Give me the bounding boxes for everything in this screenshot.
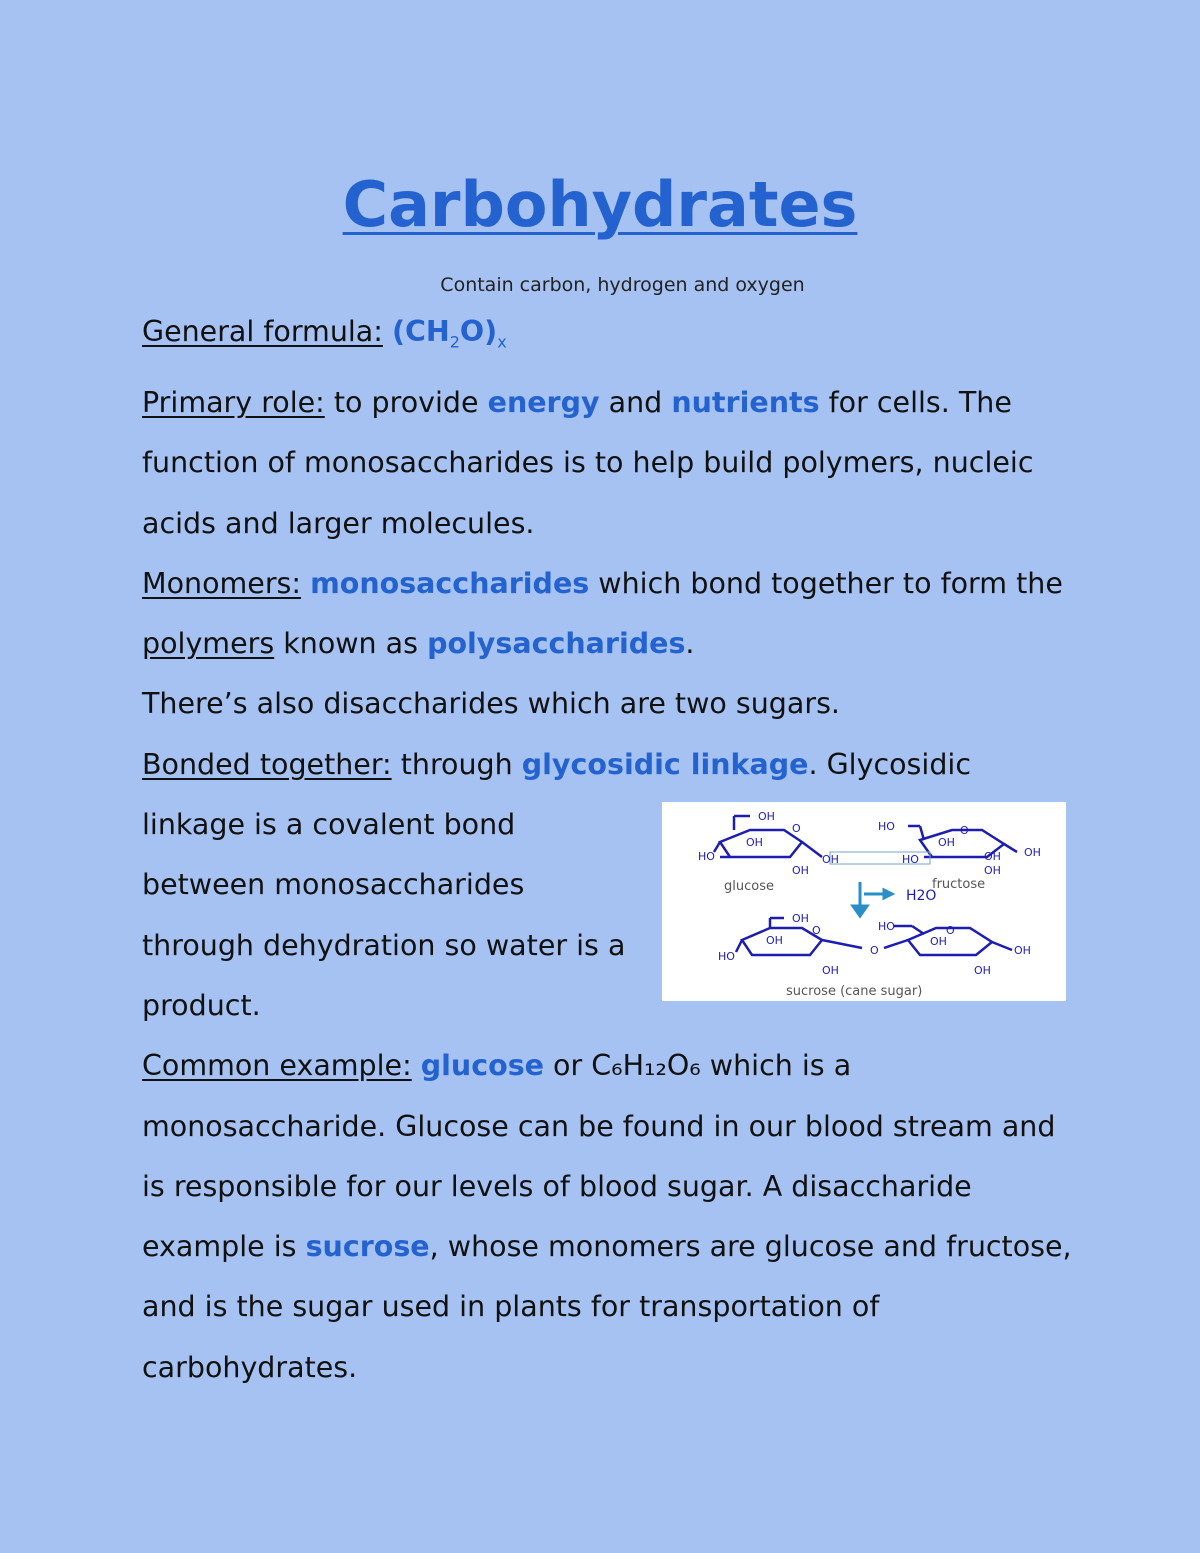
fructose-oh-bottom: OH <box>984 864 1001 877</box>
sucrose-oh-top: OH <box>792 912 809 925</box>
fructose-ho-top: HO <box>878 820 895 833</box>
glucose-oh-right: OH <box>822 853 839 866</box>
sucrose-fructose-ho: HO <box>878 920 895 933</box>
role-label: Primary role: <box>142 385 325 419</box>
formula-value: $(CH_2O)_x$ <box>391 315 507 352</box>
linkage-line-1: linkage is a covalent bond <box>142 808 516 842</box>
glucose-oh-top: OH <box>758 810 775 823</box>
polysaccharides-term: polysaccharides <box>427 627 686 661</box>
polymers-term: polymers <box>142 627 275 661</box>
monomers-label: Monomers: <box>142 566 301 600</box>
disaccharides-line: There’s also disaccharides which are two sugars. <box>142 687 840 721</box>
linkage-line-2: between monosaccharides <box>142 868 525 902</box>
sucrose-oh-bottom: OH <box>822 964 839 977</box>
sucrose-formation-diagram <box>662 802 1066 1001</box>
diagram-svg <box>662 802 1066 1001</box>
sucrose-ho: HO <box>718 950 735 963</box>
fructose-ring-o: O <box>960 824 969 837</box>
linkage-line-3: through dehydration so water is a <box>142 928 626 962</box>
glucose-label: glucose <box>724 879 774 894</box>
sucrose-fructose-o: O <box>946 924 955 937</box>
example-paragraph: Common example: glucose or C₆H₁₂O₆ which is a monosaccharide. Glucose can be found in our blood stream and is responsible for our levels of blood sugar. A disaccharide example is sucrose, whose monomers are glucose and fructose, and is the sugar used in plants for transportation of carbohydrates. <box>142 1049 1072 1384</box>
page-subtitle: Contain carbon, hydrogen and oxygen <box>440 274 805 296</box>
glycosidic-o: O <box>870 944 879 957</box>
sucrose-fructose-oh-bottom: OH <box>974 964 991 977</box>
page-title: Carbohydrates <box>342 168 858 241</box>
sucrose-label: sucrose (cane sugar) <box>786 984 923 999</box>
sucrose-term: sucrose <box>305 1230 430 1264</box>
fructose-ho-left: HO <box>902 853 919 866</box>
bonded-line: Bonded together: through glycosidic linkage. Glycosidic <box>142 747 971 781</box>
role-paragraph: Primary role: to provide energy and nutrients for cells. The function of monosaccharides is to help build polymers, nucleic acids and larger molecules. <box>142 385 1034 540</box>
formula-label: General formula: <box>142 315 383 348</box>
energy-term: energy <box>487 385 600 419</box>
fructose-label: fructose <box>932 877 986 892</box>
sucrose-oh-mid: OH <box>766 934 783 947</box>
linkage-line-4: product. <box>142 988 261 1022</box>
fructose-oh-mid: OH <box>938 836 955 849</box>
example-label: Common example: <box>142 1049 412 1083</box>
glucose-term: glucose <box>420 1049 544 1083</box>
water-label: H2O <box>906 888 937 904</box>
monosaccharides-term: monosaccharides <box>310 566 590 600</box>
nutrients-term: nutrients <box>671 385 820 419</box>
formula-line <box>142 302 1082 373</box>
sucrose-fructose-oh-right: OH <box>1014 944 1031 957</box>
bonded-label: Bonded together: <box>142 747 392 781</box>
glucose-oh-bottom: OH <box>792 864 809 877</box>
glycosidic-term: glycosidic linkage <box>521 747 809 781</box>
monomers-paragraph: Monomers: monosaccharides which bond together to form the polymers known as polysaccharides. <box>142 566 1063 661</box>
reaction-arrow-icon <box>853 882 892 916</box>
sucrose-glucose-o: O <box>812 924 821 937</box>
glucose-oh-mid: OH <box>746 836 763 849</box>
fructose-oh-ring: OH <box>984 850 1001 863</box>
glucose-ho: HO <box>698 850 715 863</box>
glucose-ring-o: O <box>792 822 801 835</box>
sucrose-fructose-oh-mid: OH <box>930 935 947 948</box>
fructose-oh-right: OH <box>1024 846 1041 859</box>
